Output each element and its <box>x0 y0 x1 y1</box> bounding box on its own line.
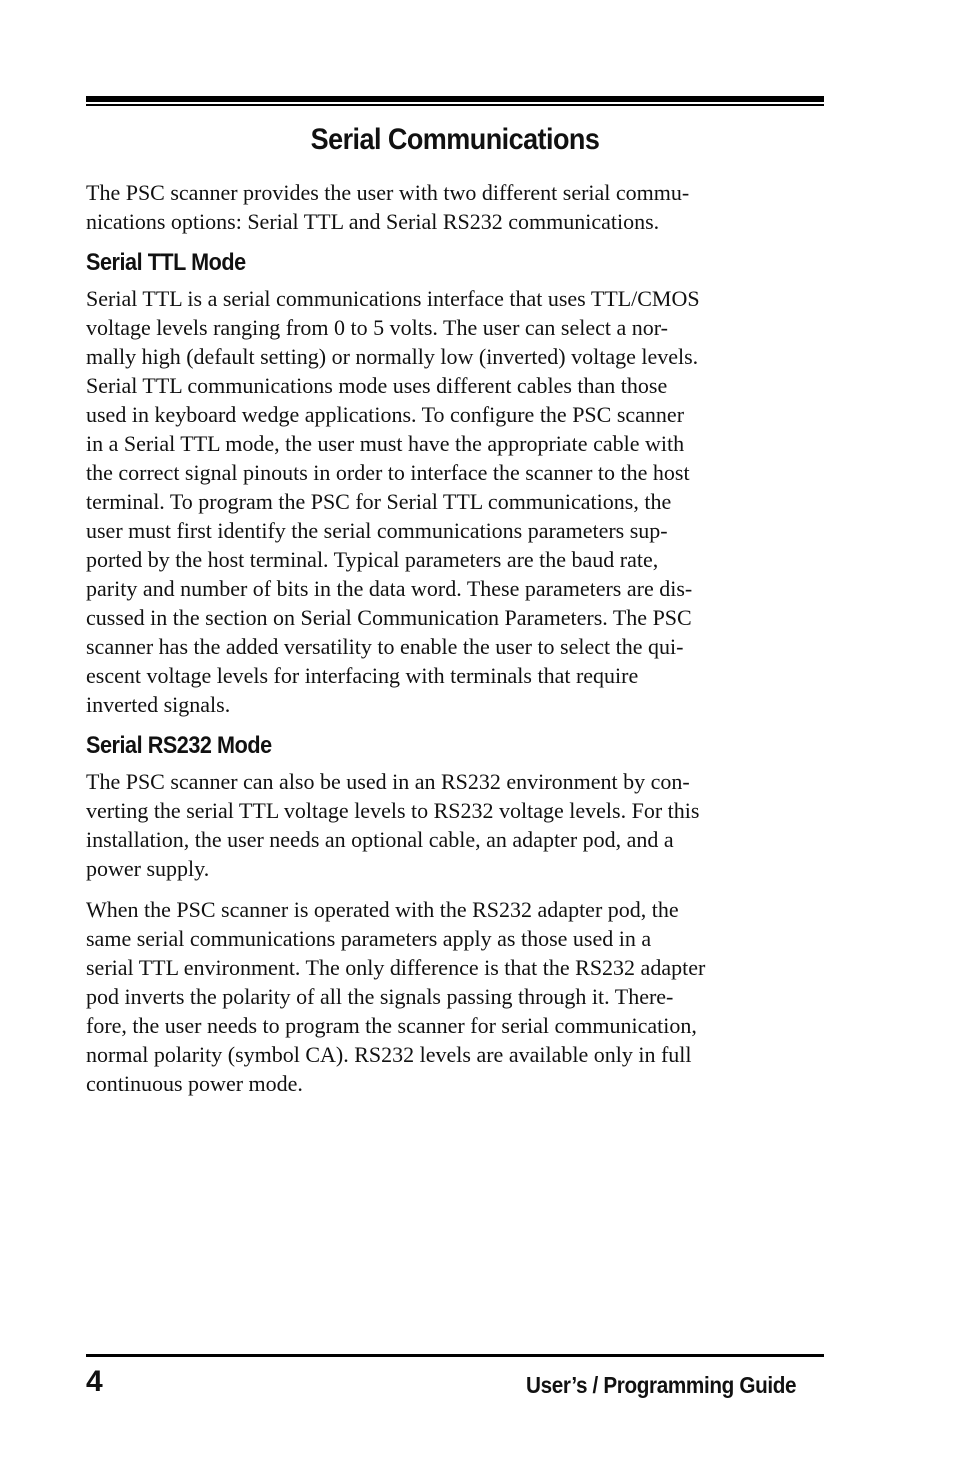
page-content <box>86 118 826 1098</box>
intro-paragraph: The PSC scanner provides the user with two different serial commu- nications options: Serial TTL and Serial RS232 communications. <box>86 180 690 234</box>
header-rule-thick <box>86 96 824 102</box>
page-number: 4 <box>86 1365 103 1398</box>
header-rule-thin <box>86 104 824 106</box>
serial-ttl-paragraph: Serial TTL is a serial communications interface that uses TTL/CMOS voltage levels ranging from 0 to 5 volts. The user can select a nor- mally high (default setting) or normally low (inverted) voltage levels. Serial TTL communications mode uses different cables than those used in keyboard wedge applications. To configure the PSC scanner in a Serial TTL mode, the user must have the appropriate cable with the correct signal pinouts in order to interface the scanner to the host terminal. To program the PSC for Serial TTL communications, the user must first identify the serial communications parameters sup- ported by the host terminal. Typical parameters are the baud rate, parity and number of bits in the data word. These parameters are dis- cussed in the section on Serial Communication Parameters. The PSC scanner has the added versatility to enable the user to select the qui- escent voltage levels for interfacing with terminals that require inverted signals. <box>86 286 700 717</box>
serial-rs232-paragraph-2: When the PSC scanner is operated with the RS232 adapter pod, the same serial communications parameters apply as those used in a serial TTL environment. The only difference is that the RS232 adapter pod inverts the polarity of all the signals passing through it. There- fore, the user needs to program the scanner for serial communication, normal polarity (symbol CA). RS232 levels are available only in full continuous power mode. <box>86 897 706 1096</box>
section-heading-serial-rs232: Serial RS232 Mode <box>86 732 272 759</box>
page-title: Serial Communications <box>310 123 600 156</box>
section-heading-serial-ttl: Serial TTL Mode <box>86 249 246 276</box>
footer-rule <box>86 1354 824 1357</box>
footer-guide-title: User’s / Programming Guide <box>525 1372 796 1398</box>
serial-rs232-paragraph-1: The PSC scanner can also be used in an RS232 environment by con- verting the serial TTL voltage levels to RS232 voltage levels. For this installation, the user needs an optional cable, an adapter pod, and a power supply. <box>86 769 700 881</box>
